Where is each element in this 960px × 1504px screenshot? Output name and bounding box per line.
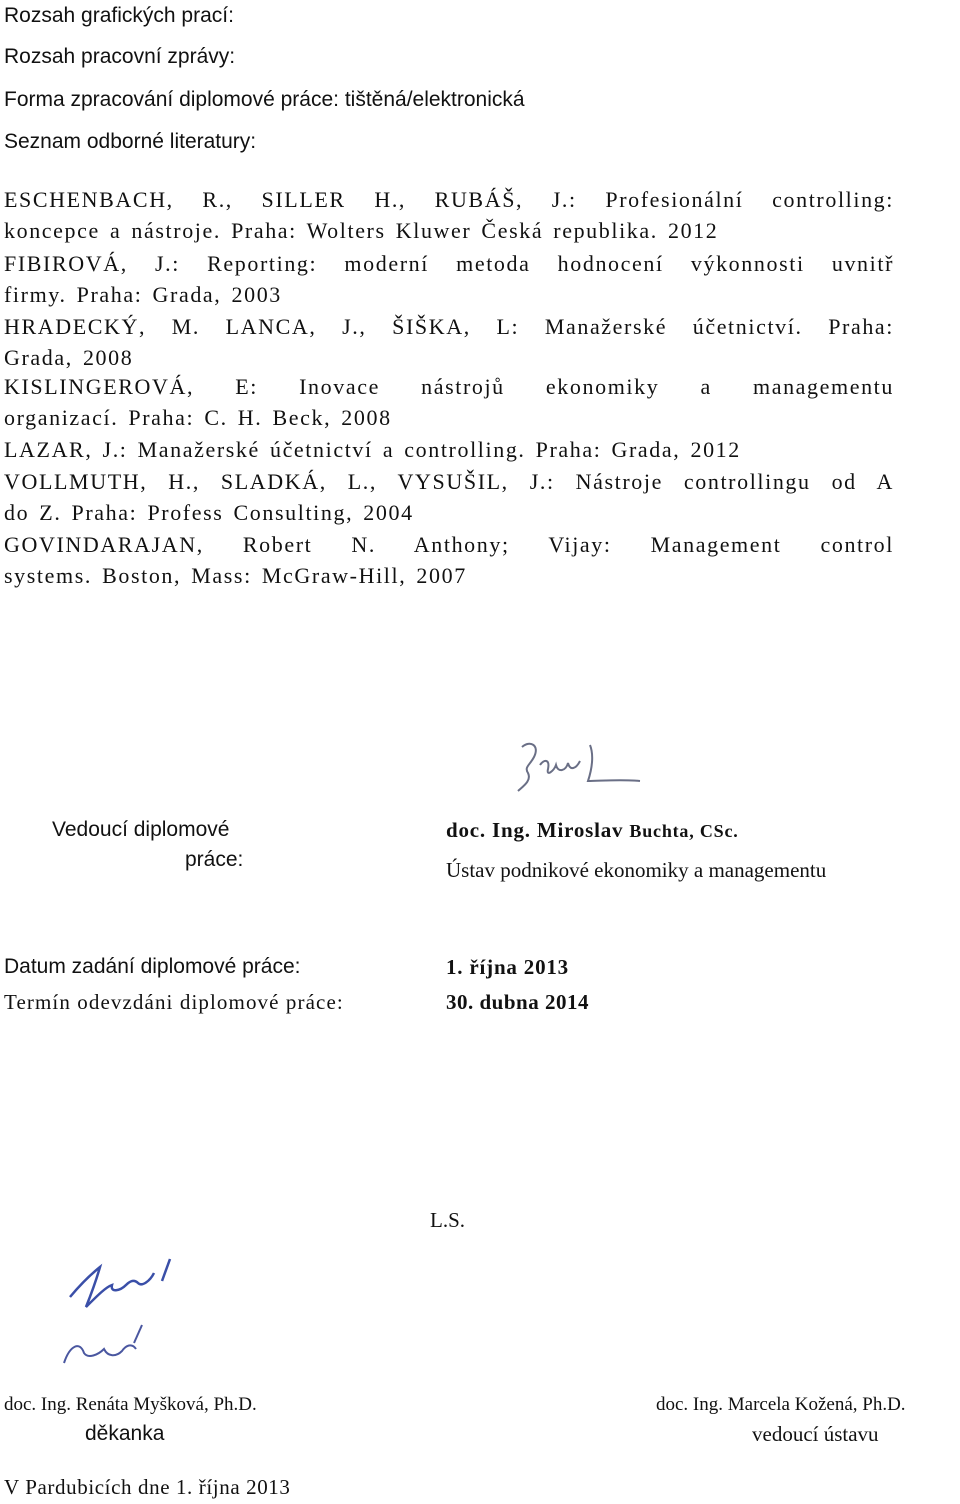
dean-signature-image xyxy=(50,1245,200,1370)
assignment-date-label: Datum zadání diplomové práce: xyxy=(4,955,301,978)
literature-item: ESCHENBACH, R., SILLER H., RUBÁŠ, J.: Profesionální controlling: koncepce a nástroje. Praha: Wolters Kluwer Česká republika. 2012 xyxy=(4,187,894,243)
supervisor-label-cont: práce: xyxy=(185,848,244,871)
supervisor-signature-image xyxy=(510,735,660,805)
supervisor-name: doc. Ing. Miroslav Buchta, CSc. xyxy=(446,818,739,842)
literature-item: VOLLMUTH, H., SLADKÁ, L., VYSUŠIL, J.: Nástroje controllingu od A do Z. Praha: Profess Consulting, 2004 xyxy=(4,469,894,525)
deadline-value: 30. dubna 2014 xyxy=(446,990,589,1014)
dean-name: doc. Ing. Renáta Myšková, Ph.D. xyxy=(4,1394,257,1415)
literature-heading: Seznam odborné literatury: xyxy=(4,130,257,153)
dean-title: děkanka xyxy=(85,1422,165,1445)
head-of-department-name: doc. Ing. Marcela Kožená, Ph.D. xyxy=(656,1394,906,1415)
literature-item: LAZAR, J.: Manažerské účetnictví a controlling. Praha: Grada, 2012 xyxy=(4,437,741,462)
report-scope-label: Rozsah pracovní zprávy: xyxy=(4,45,236,68)
literature-item: HRADECKÝ, M. LANCA, J., ŠIŠKA, L: Manažerské účetnictví. Praha: Grada, 2008 xyxy=(4,314,894,370)
deadline-label: Termín odevzdáni diplomové práce: xyxy=(4,990,344,1014)
thesis-form-label: Forma zpracování diplomové práce: tištěná/elektronická xyxy=(4,88,525,111)
supervisor-label: Vedoucí diplomové xyxy=(52,818,230,841)
literature-item: KISLINGEROVÁ, E: Inovace nástrojů ekonomiky a managementu organizací. Praha: C. H. Beck, 2008 xyxy=(4,374,894,430)
place-and-date: V Pardubicích dne 1. října 2013 xyxy=(4,1475,291,1499)
assignment-date-value: 1. října 2013 xyxy=(446,955,569,979)
head-of-department-title: vedoucí ústavu xyxy=(752,1422,879,1446)
literature-item: FIBIROVÁ, J.: Reporting: moderní metoda hodnocení výkonnosti uvnitř firmy. Praha: Grada, 2003 xyxy=(4,251,894,307)
graphics-scope-label: Rozsah grafických prací: xyxy=(4,4,234,27)
supervisor-institute: Ústav podnikové ekonomiky a managementu xyxy=(446,858,827,882)
seal-placeholder: L.S. xyxy=(430,1208,466,1232)
literature-item: GOVINDARAJAN, Robert N. Anthony; Vijay: Management control systems. Boston, Mass: McGraw-Hill, 2007 xyxy=(4,532,894,588)
